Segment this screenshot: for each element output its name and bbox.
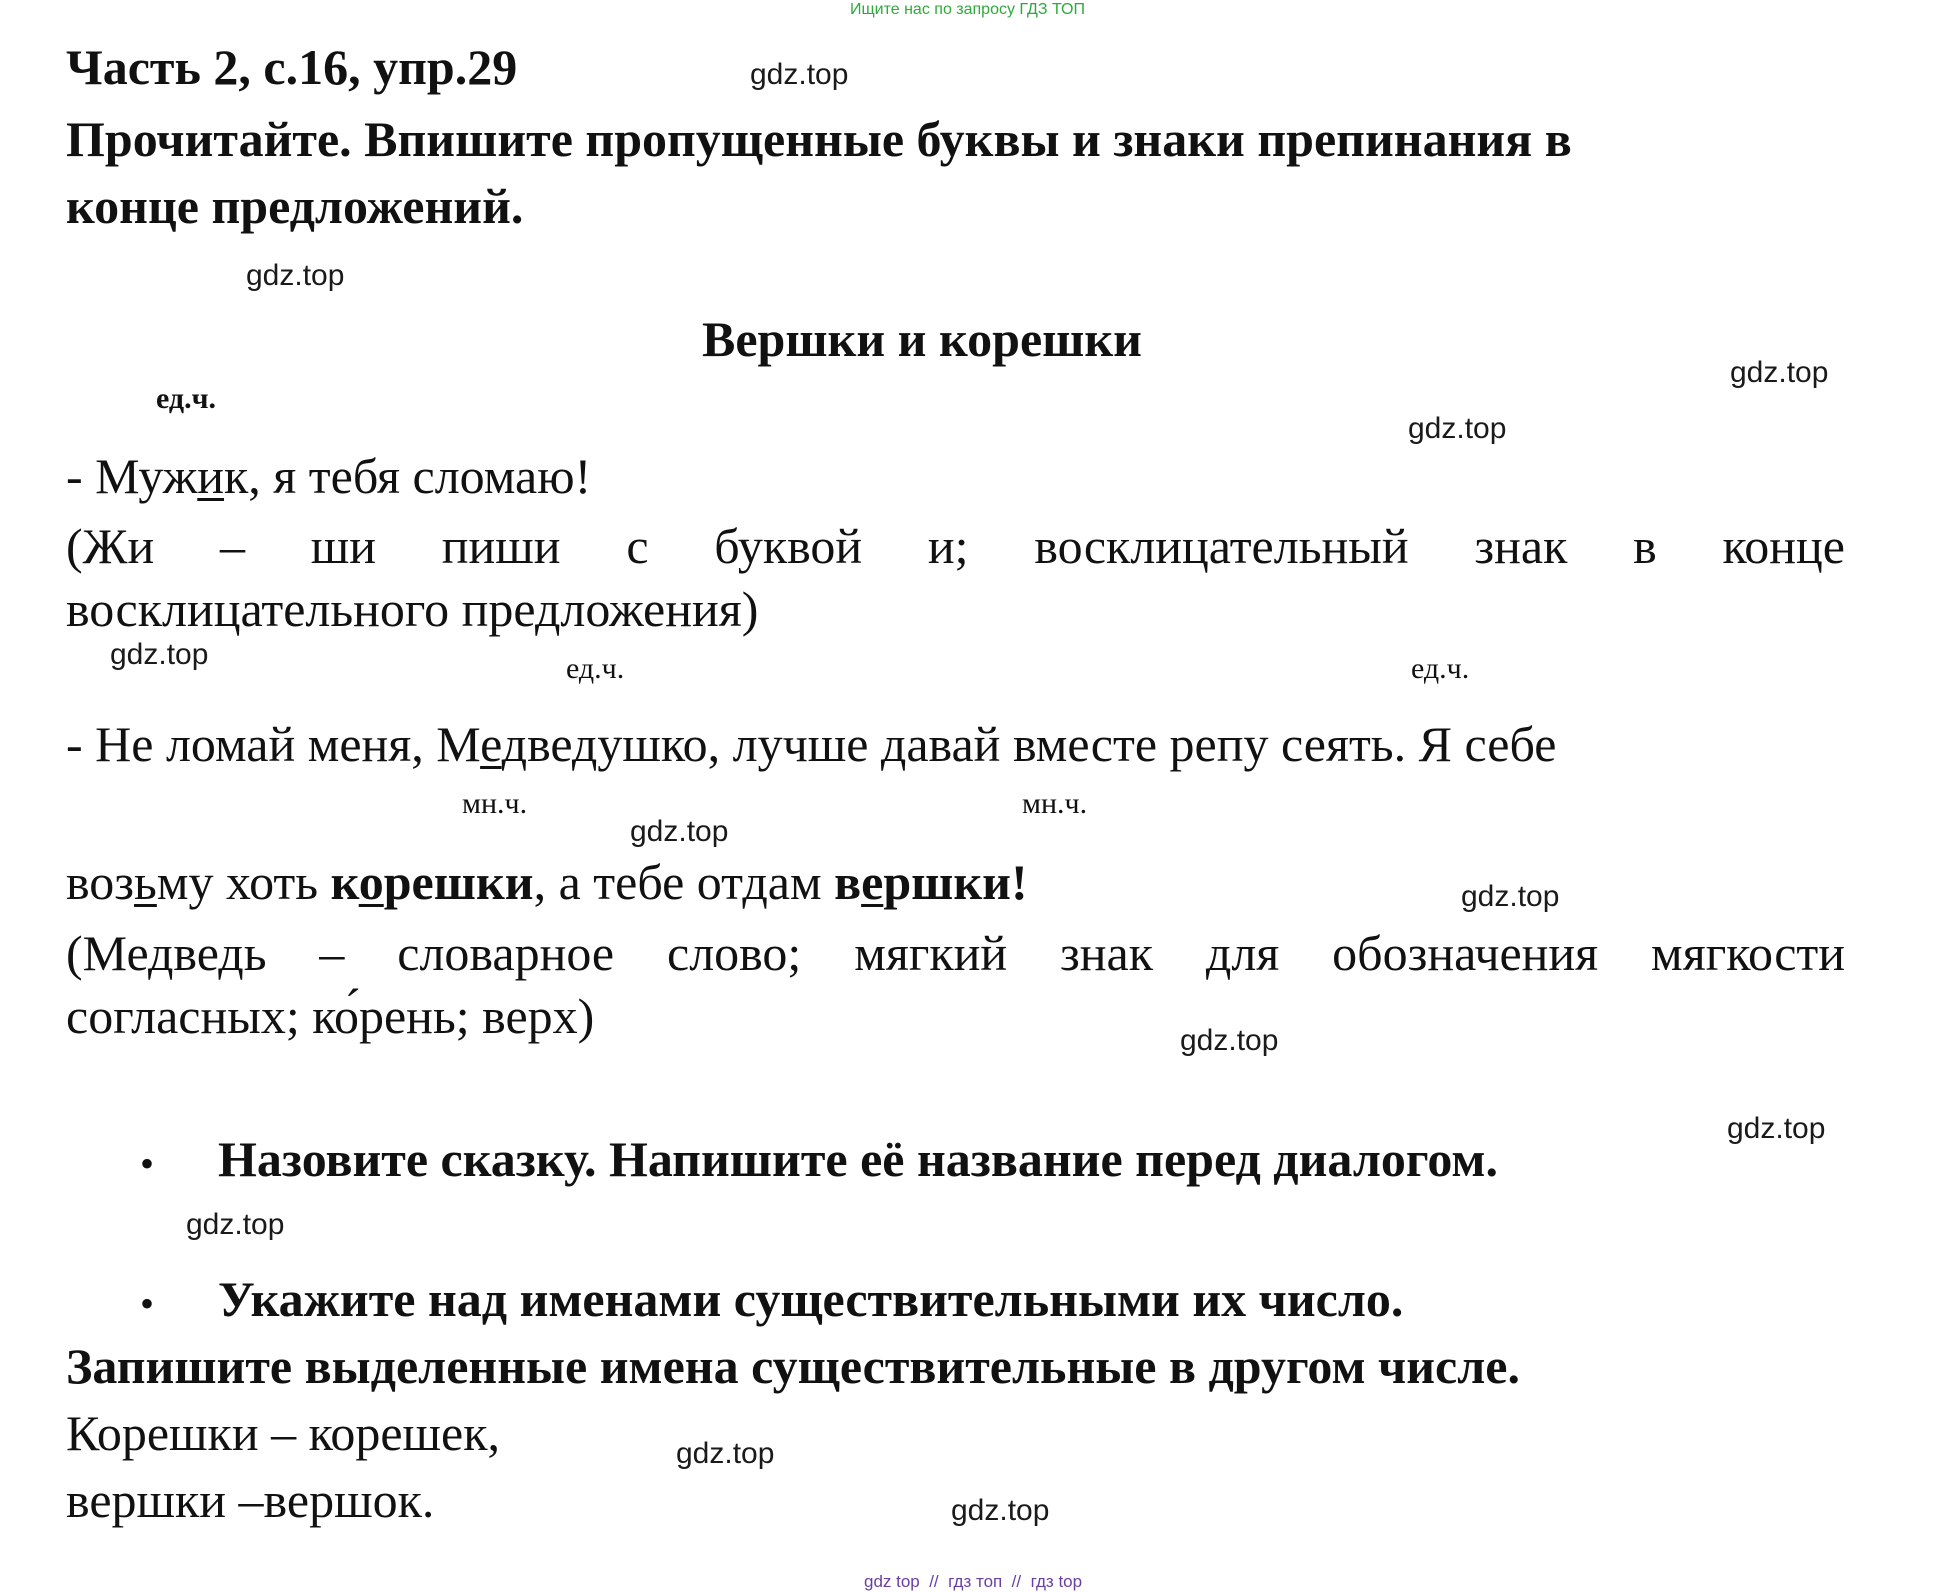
number-annotation-singular: ед.ч.	[1411, 652, 1470, 685]
story-title: Вершки и корешки	[702, 311, 1142, 367]
footer-link[interactable]: gdz top // гдз топ // гдз top	[864, 1572, 1083, 1591]
watermark: gdz.top	[1180, 1024, 1279, 1057]
explanation-1	[66, 513, 1845, 580]
watermark: gdz.top	[630, 815, 729, 848]
task-3: Запишите выделенные имена существительные в другом числе.	[66, 1338, 1520, 1394]
dialog-line-1	[66, 447, 591, 505]
dialog-text: - Муж	[66, 448, 198, 504]
task-line-2: конце предложений.	[66, 178, 524, 234]
dialog-line-2	[66, 715, 1556, 773]
inserted-letter: е	[480, 716, 502, 772]
dialog-text: воз	[66, 854, 135, 910]
highlighted-noun-koreshki: корешки	[330, 854, 534, 910]
explanation-2-line-2: согласных; ко́рень; верх)	[66, 988, 595, 1044]
watermark: gdz.top	[1408, 412, 1507, 445]
inserted-letter: и	[197, 448, 225, 504]
page-title: Часть 2, с.16, упр.29	[66, 39, 518, 95]
highlighted-noun-vershki: вершки!	[834, 854, 1028, 910]
explanation-1-line-2: восклицательного предложения)	[66, 581, 759, 637]
number-annotation-singular: ед.ч.	[156, 382, 217, 415]
answer-line-1: Корешки – корешек,	[66, 1405, 501, 1461]
explanation-2	[66, 920, 1845, 987]
watermark: gdz.top	[1461, 880, 1560, 913]
dialog-text: му хоть	[156, 854, 331, 910]
watermark: gdz.top	[750, 58, 849, 91]
inserted-letter: ь	[134, 854, 157, 910]
dialog-text: к, я тебя сломаю!	[224, 448, 592, 504]
dialog-text: - Не ломай меня, М	[66, 716, 481, 772]
watermark: gdz.top	[1730, 356, 1829, 389]
bullet-task-2: Укажите над именами существительными их число.	[218, 1271, 1404, 1327]
watermark: gdz.top	[246, 259, 345, 292]
watermark: gdz.top	[186, 1208, 285, 1241]
watermark: gdz.top	[110, 638, 209, 671]
watermark: gdz.top	[676, 1437, 775, 1470]
bullet-task-1: Назовите сказку. Напишите её название перед диалогом.	[218, 1131, 1498, 1187]
bullet-dot: •	[140, 1141, 155, 1186]
number-annotation-singular: ед.ч.	[566, 652, 625, 685]
promo-link[interactable]: Ищите нас по запросу ГДЗ ТОП	[850, 1, 1085, 18]
explanation-2-line-1: (Медведь – словарное слово; мягкий знак для обозначения мягкости	[66, 925, 1845, 981]
watermark: gdz.top	[951, 1494, 1050, 1527]
dialog-text: дведушко, лучше давай вместе репу сеять. Я себе	[501, 716, 1557, 772]
number-annotation-plural: мн.ч.	[462, 787, 528, 820]
task-line-1: Прочитайте. Впишите пропущенные буквы и знаки препинания в	[66, 111, 1572, 167]
dialog-text: , а тебе отдам	[533, 854, 835, 910]
answer-line-2: вершки –вершок.	[66, 1472, 435, 1528]
dialog-line-3	[66, 853, 1028, 911]
explanation-1-line-1: (Жи – ши пиши с буквой и; восклицательный знак в конце	[66, 518, 1845, 574]
watermark: gdz.top	[1727, 1112, 1826, 1145]
bullet-dot: •	[140, 1281, 155, 1326]
number-annotation-plural: мн.ч.	[1022, 787, 1088, 820]
